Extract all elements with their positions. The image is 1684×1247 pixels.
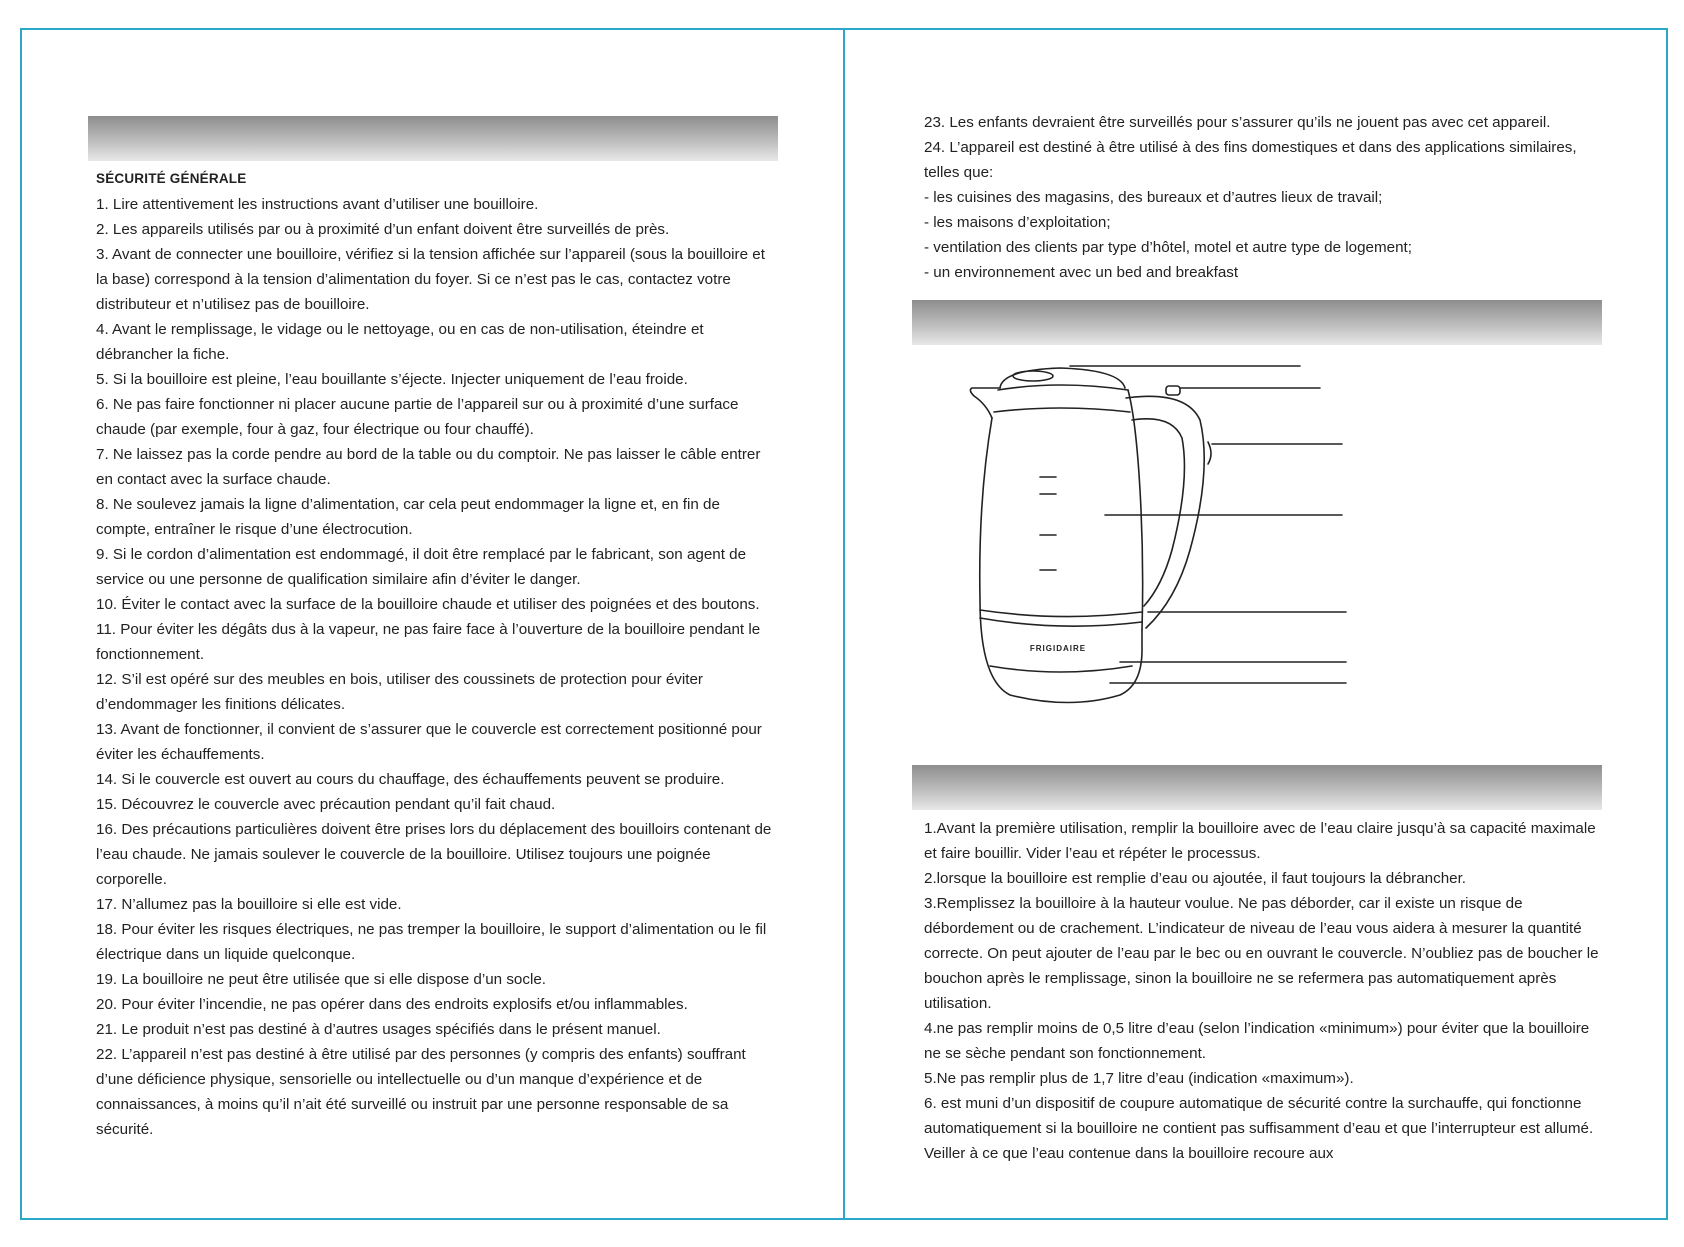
list-item: 10. Éviter le contact avec la surface de la bouilloire chaude et utiliser des poignées et des boutons. (96, 596, 760, 613)
list-item: - les cuisines des magasins, des bureaux et d’autres lieux de travail; (924, 189, 1383, 206)
list-item: 23. Les enfants devraient être surveillés pour s’assurer qu’ils ne jouent pas avec cet appareil. (924, 114, 1551, 131)
list-item: 19. La bouilloire ne peut être utilisée que si elle dispose d’un socle. (96, 971, 547, 988)
list-item: 20. Pour éviter l’incendie, ne pas opérer dans des endroits explosifs et/ou inflammables. (96, 996, 688, 1013)
handle-outline (1126, 396, 1204, 628)
list-item: 16. Des précautions particulières doivent être prises lors du déplacement des bouilloirs contenant de l’eau chaude. Ne jamais soulever le couvercle de la bouilloire. Utilisez toujours une poignée corporelle. (96, 821, 772, 888)
section-heading: SÉCURITÉ GÉNÉRALE (96, 171, 247, 186)
page-spine (843, 28, 845, 1220)
list-item: 1. Lire attentivement les instructions avant d’utiliser une bouilloire. (96, 196, 539, 213)
list-item: 17. N’allumez pas la bouilloire si elle est vide. (96, 896, 402, 913)
spout-outline (970, 388, 1000, 418)
kettle-illustration (950, 360, 1370, 720)
base-band (980, 610, 1142, 617)
left-column (96, 168, 776, 1142)
switch-icon (1166, 386, 1180, 395)
list-item: 6. est muni d’un dispositif de coupure automatique de sécurité contre la surchauffe, qui fonctionne automatiquement si la bouilloire ne contient pas suffisamment d’eau et que l’interrupteur est allumé. Veiller à ce que l’eau contenue dans la bouilloire recoure aux (924, 1095, 1594, 1162)
kettle-diagram (950, 360, 1370, 720)
list-item: - les maisons d’exploitation; (924, 214, 1111, 231)
list-item: - un environnement avec un bed and breakfast (924, 264, 1239, 281)
list-item: - ventilation des clients par type d’hôtel, motel et autre type de logement; (924, 239, 1412, 256)
list-item: 8. Ne soulevez jamais la ligne d’alimentation, car cela peut endommager la ligne et, en fin de compte, entraîner le risque d’une électrocution. (96, 496, 720, 538)
list-item: 4.ne pas remplir moins de 0,5 litre d’eau (selon l’indication «minimum») pour éviter que la bouilloire ne se sèche pendant son fonctionnement. (924, 1020, 1590, 1062)
right-column-bottom (924, 816, 1604, 1166)
body-outline (980, 418, 1142, 703)
list-item: 4. Avant le remplissage, le vidage ou le nettoyage, ou en cas de non-utilisation, éteindre et débrancher la fiche. (96, 321, 704, 363)
list-item: 2.lorsque la bouilloire est remplie d’eau ou ajoutée, il faut toujours la débrancher. (924, 870, 1467, 887)
list-item: 3.Remplissez la bouilloire à la hauteur voulue. Ne pas déborder, car il existe un risque de débordement ou de crachement. L’indicateur de niveau de l’eau vous aidera à mesurer la quantité correcte. On peut ajouter de l’eau par le bec ou en ouvrant le couvercle. N’oubliez pas de boucher le bouchon après le remplissage, sinon la bouilloire ne se refermera pas automatiquement après utilisation. (924, 895, 1599, 1012)
section-band-parts (912, 300, 1602, 345)
right-column-top (924, 110, 1604, 285)
list-item: 1.Avant la première utilisation, remplir la bouilloire avec de l’eau claire jusqu’à sa capacité maximale et faire bouillir. Vider l’eau et répéter le processus. (924, 820, 1596, 862)
list-item: 6. Ne pas faire fonctionner ni placer aucune partie de l’appareil sur ou à proximité d’une surface chaude (par exemple, four à gaz, four électrique ou four chauffé). (96, 396, 739, 438)
list-item: 5.Ne pas remplir plus de 1,7 litre d’eau (indication «maximum»). (924, 1070, 1354, 1087)
list-item: 13. Avant de fonctionner, il convient de s’assurer que le couvercle est correctement positionné pour éviter les échauffements. (96, 721, 762, 763)
section-band-usage (912, 765, 1602, 810)
list-item: 24. L’appareil est destiné à être utilisé à des fins domestiques et dans des applications similaires, telles que: (924, 139, 1577, 181)
lid-button (1013, 371, 1053, 381)
list-item: 12. S’il est opéré sur des meubles en bois, utiliser des coussinets de protection pour éviter d’endommager les finitions délicates. (96, 671, 703, 713)
list-item: 3. Avant de connecter une bouilloire, vérifiez si la tension affichée sur l’appareil (sous la bouilloire et la base) correspond à la tension d’alimentation du foyer. Si ce n’est pas le cas, contactez votre distributeur et n’utilisez pas de bouilloire. (96, 246, 765, 313)
list-item: 2. Les appareils utilisés par ou à proximité d’un enfant doivent être surveillés de près. (96, 221, 670, 238)
list-item: 9. Si le cordon d’alimentation est endommagé, il doit être remplacé par le fabricant, son agent de service ou une personne de qualification similaire afin d’éviter le danger. (96, 546, 747, 588)
list-item: 11. Pour éviter les dégâts dus à la vapeur, ne pas faire face à l’ouverture de la bouilloire pendant le fonctionnement. (96, 621, 761, 663)
list-item: 7. Ne laissez pas la corde pendre au bord de la table ou du comptoir. Ne pas laisser le câble entrer en contact avec la surface chaude. (96, 446, 761, 488)
list-item: 14. Si le couvercle est ouvert au cours du chauffage, des échauffements peuvent se produire. (96, 771, 725, 788)
brand-label: FRIGIDAIRE (1029, 644, 1087, 653)
list-item: 18. Pour éviter les risques électriques, ne pas tremper la bouilloire, le support d’alimentation ou le fil électrique dans un liquide quelconque. (96, 921, 767, 963)
list-item: 15. Découvrez le couvercle avec précaution pendant qu’il fait chaud. (96, 796, 556, 813)
list-item: 21. Le produit n’est pas destiné à d’autres usages spécifiés dans le présent manuel. (96, 1021, 661, 1038)
list-item: 5. Si la bouilloire est pleine, l’eau bouillante s’éjecte. Injecter uniquement de l’eau froide. (96, 371, 688, 388)
list-item: 22. L’appareil n’est pas destiné à être utilisé par des personnes (y compris des enfants) souffrant d’une déficience physique, sensorielle ou intellectuelle ou d’un manque d’expérience et de connaissances, à moins qu’il n’ait été surveillé ou instruit par une personne responsable de sa sécurité. (96, 1046, 746, 1138)
section-band-safety (88, 116, 778, 161)
